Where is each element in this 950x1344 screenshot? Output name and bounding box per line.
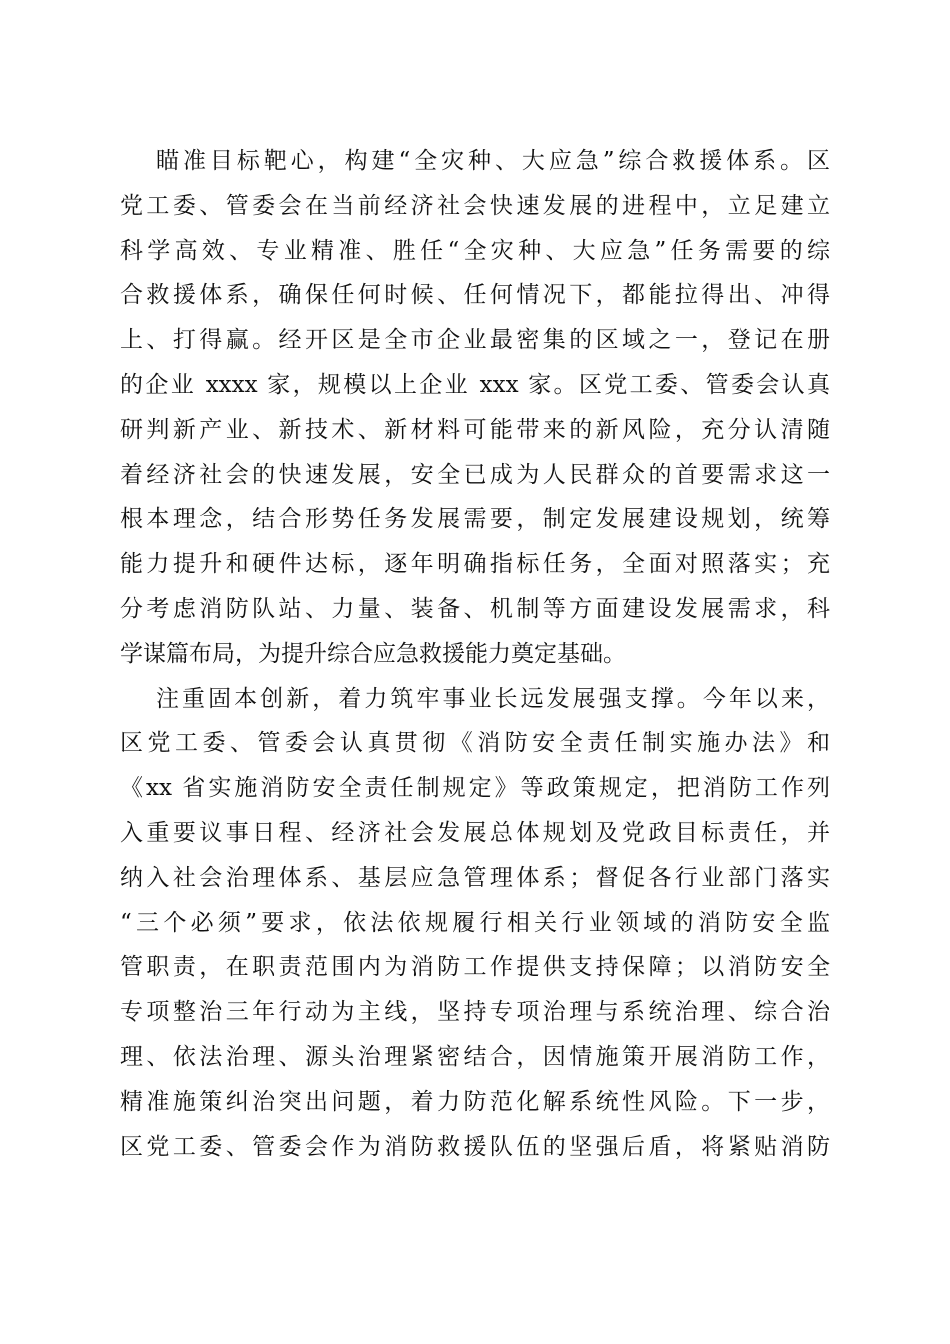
paragraph-line: 区党工委、管委会认真贯彻《消防安全责任制实施办法》和	[120, 730, 830, 757]
paragraph-line: 纳入社会治理体系、基层应急管理体系；督促各行业部门落实	[120, 864, 830, 891]
paragraph-line: 党工委、管委会在当前经济社会快速发展的进程中，立足建立	[120, 192, 830, 219]
paragraph-line: 上、打得赢。经开区是全市企业最密集的区域之一，登记在册	[120, 327, 830, 354]
paragraph-line: 分考虑消防队站、力量、装备、机制等方面建设发展需求，科	[120, 595, 830, 622]
paragraph-line: 合救援体系，确保任何时候、任何情况下，都能拉得出、冲得	[120, 282, 830, 309]
paragraph-line: 注重固本创新，着力筑牢事业长远发展强支撑。今年以来，	[156, 685, 830, 712]
paragraph-line: 着经济社会的快速发展，安全已成为人民群众的首要需求这一	[120, 461, 830, 488]
paragraph-line: 专项整治三年行动为主线，坚持专项治理与系统治理、综合治	[120, 999, 830, 1026]
document-body	[120, 139, 830, 1169]
paragraph-line: 根本理念，结合形势任务发展需要，制定发展建设规划，统筹	[120, 506, 830, 533]
paragraph-line: 瞄准目标靶心，构建“全灾种、大应急”综合救援体系。区	[156, 148, 830, 174]
paragraph-comprehensive-rescue-system	[120, 139, 830, 677]
paragraph-line: “三个必须”要求，依法依规履行相关行业领域的消防安全监	[120, 909, 830, 936]
paragraph-line: 学谋篇布局，为提升综合应急救援能力奠定基础。	[120, 640, 626, 667]
paragraph-line: 《xx 省实施消防安全责任制规定》等政策规定，把消防工作列	[120, 775, 830, 802]
paragraph-line: 精准施策纠治突出问题，着力防范化解系统性风险。下一步，	[120, 1088, 830, 1115]
paragraph-line: 研判新产业、新技术、新材料可能带来的新风险，充分认清随	[120, 416, 830, 443]
paragraph-line: 管职责，在职责范围内为消防工作提供支持保障；以消防安全	[120, 954, 830, 981]
paragraph-line: 入重要议事日程、经济社会发展总体规划及党政目标责任，并	[120, 819, 830, 846]
paragraph-line: 的企业 xxxx 家，规模以上企业 xxx 家。区党工委、管委会认真	[120, 371, 830, 398]
paragraph-line: 能力提升和硬件达标，逐年明确指标任务，全面对照落实；充	[120, 551, 830, 578]
paragraph-line: 理、依法治理、源头治理紧密结合，因情施策开展消防工作，	[120, 1043, 830, 1070]
paragraph-line: 区党工委、管委会作为消防救援队伍的坚强后盾，将紧贴消防	[120, 1133, 830, 1160]
paragraph-line: 科学高效、专业精准、胜任“全灾种、大应急”任务需要的综	[120, 237, 830, 264]
paragraph-long-term-development	[120, 677, 830, 1170]
